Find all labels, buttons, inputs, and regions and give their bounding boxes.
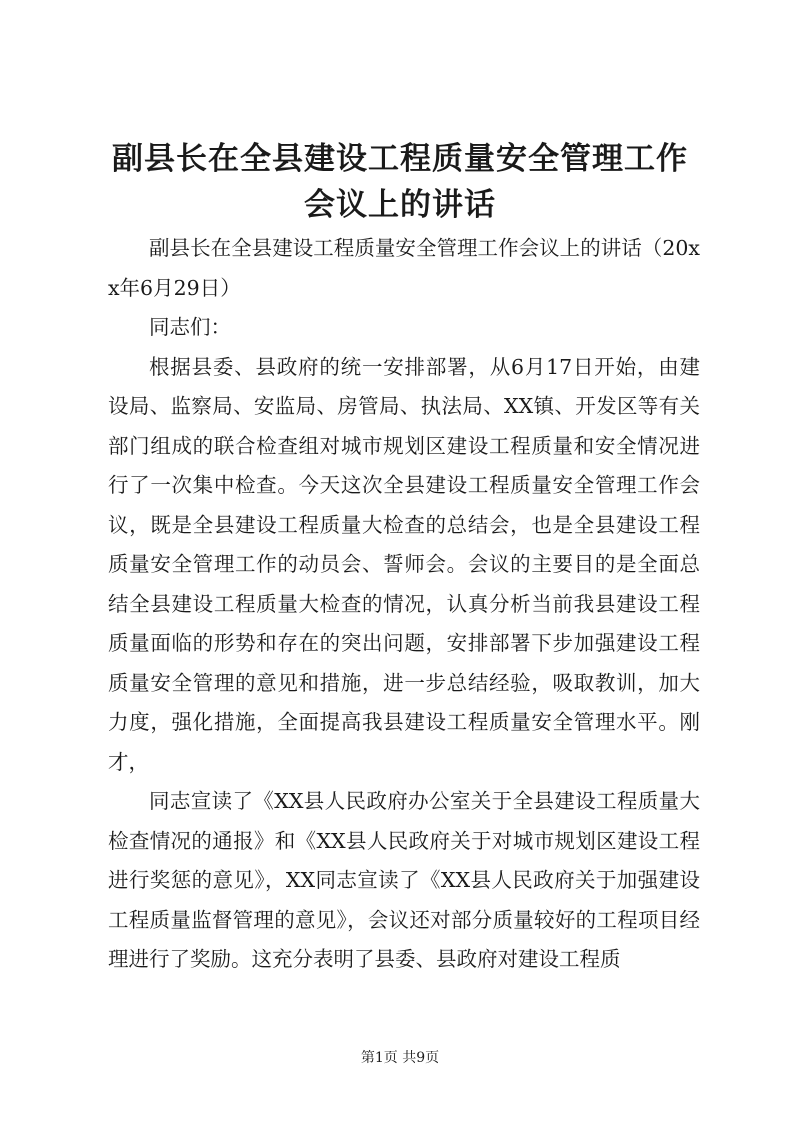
paragraph-inspection-summary: 根据县委、县政府的统一安排部署，从6月17日开始，由建设局、监察局、安监局、房管局、执法局、XX镇、开发区等有关部门组成的联合检查组对城市规划区建设工程质量和安全情况进行了一次集中检查。今天这次全县建设工程质量安全管理工作会议，既是全县建设工程质量大检查的总结会，也是全县建设工程质量安全管理工作的动员会、誓师会。会议的主要目的是全面总结全县建设工程质量大检查的情况，认真分析当前我县建设工程质量面临的形势和存在的突出问题，安排部署下步加强建设工程质量安全管理的意见和措施，进一步总结经验，吸取教训，加大力度，强化措施，全面提高我县建设工程质量安全管理水平。刚才， xyxy=(108,354,700,774)
document-title: 副县长在全县建设工程质量安全管理工作会议上的讲话 xyxy=(112,141,688,223)
paragraph-subtitle: 副县长在全县建设工程质量安全管理工作会议上的讲话（20xx年6月29日） xyxy=(108,236,700,300)
page-number-footer: 第1页 共9页 xyxy=(360,1050,440,1066)
paragraph-salutation: 同志们： xyxy=(149,315,231,339)
paragraph-announcements: 同志宣读了《XX县人民政府办公室关于全县建设工程质量大检查情况的通报》和《XX县人民政府关于对城市规划区建设工程进行奖惩的意见》，XX同志宣读了《XX县人民政府关于加强建设工程质量监督管理的意见》，会议还对部分质量较好的工程项目经理进行了奖励。这充分表明了县委、县政府对建设工程质 xyxy=(108,789,700,971)
document-body xyxy=(108,229,700,980)
